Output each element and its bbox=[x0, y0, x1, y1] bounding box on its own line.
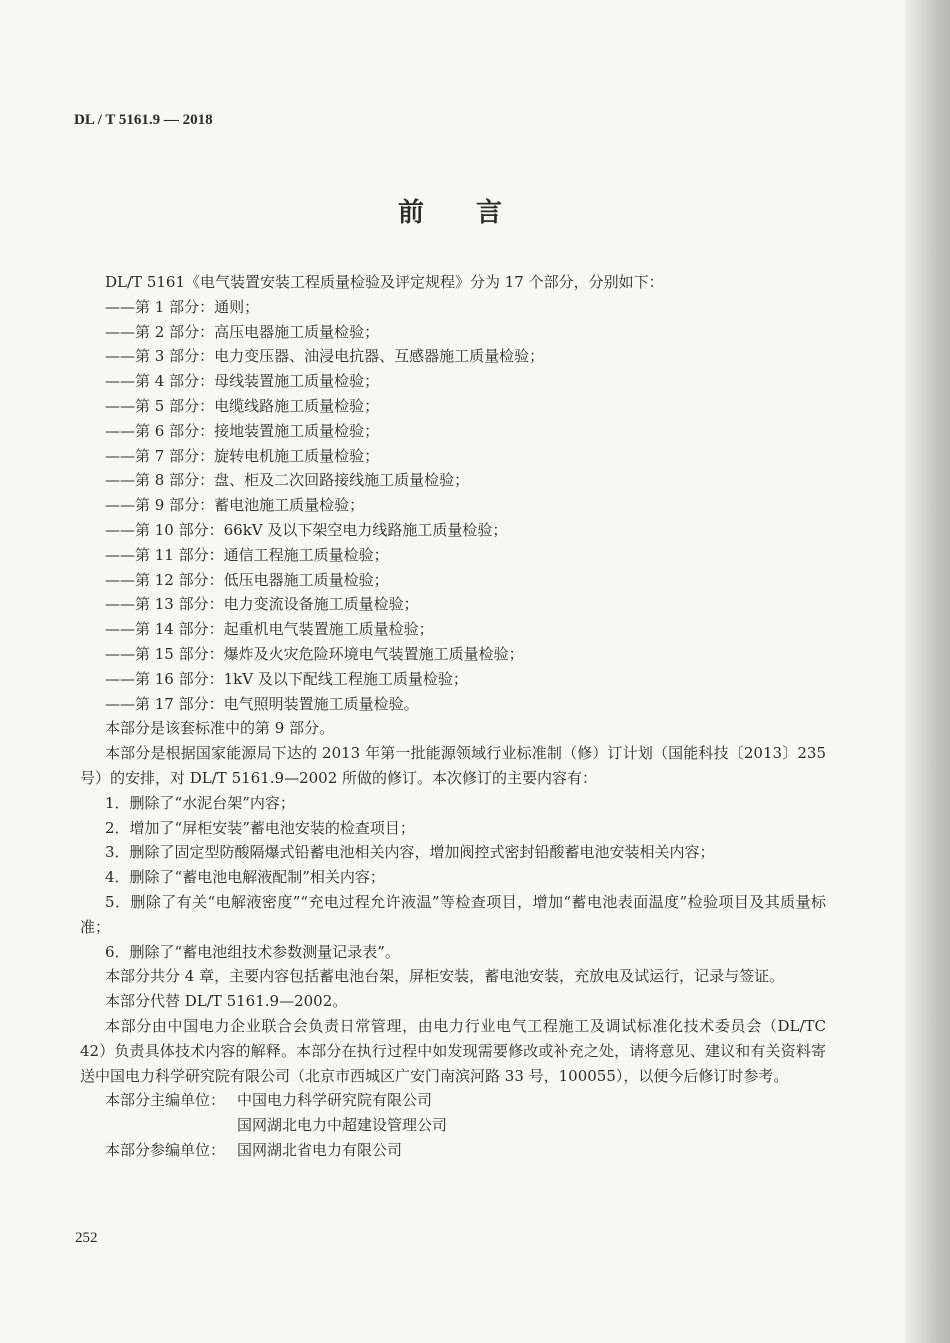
list-item: ——第 16 部分：1kV 及以下配线工程施工质量检验； bbox=[105, 669, 468, 688]
list-item: ——第 2 部分：高压电器施工质量检验； bbox=[105, 322, 380, 341]
list-item: ——第 7 部分：旋转电机施工质量检验； bbox=[105, 446, 380, 465]
revision-item: 3．删除了固定型防酸隔爆式铅蓄电池相关内容，增加阀控式密封铅酸蓄电池安装相关内容； bbox=[105, 843, 715, 862]
participating-name: 国网湖北省电力有限公司 bbox=[237, 1140, 403, 1159]
paragraph: 本部分代替 DL/T 5161.9—2002。 bbox=[105, 992, 348, 1011]
paragraph: 本部分是根据国家能源局下达的 2013 年第一批能源领域行业标准制（修）订计划（国能科技〔2013〕235 号）的安排，对 DL/T 5161.9—2002 所做的修订。本次修订的主要内容有： bbox=[80, 744, 826, 787]
revision-item: 1．删除了“水泥台架”内容； bbox=[105, 793, 295, 812]
paragraph: 本部分是该套标准中的第 9 部分。 bbox=[105, 719, 335, 738]
list-item: ——第 17 部分：电气照明装置施工质量检验。 bbox=[105, 694, 419, 713]
list-item: ——第 1 部分：通则； bbox=[105, 297, 260, 316]
list-item: ——第 9 部分：蓄电池施工质量检验； bbox=[105, 496, 365, 515]
scan-edge-shadow bbox=[905, 0, 950, 1343]
chief-editor-unit bbox=[80, 1088, 826, 1113]
parts-list bbox=[80, 295, 826, 717]
revision-item: 5．删除了有关“电解液密度”“充电过程允许液温”等检查项目，增加“蓄电池表面温度”检验项目及其质量标准； bbox=[80, 892, 826, 936]
participating-label: 本部分参编单位： bbox=[105, 1140, 226, 1159]
list-item: ——第 11 部分：通信工程施工质量检验； bbox=[105, 545, 389, 564]
list-item: ——第 8 部分：盘、柜及二次回路接线施工质量检验； bbox=[105, 471, 470, 490]
paragraph: 本部分由中国电力企业联合会负责日常管理，由电力行业电气工程施工及调试标准化技术委员会（DL/TC 42）负责具体技术内容的解释。本部分在执行过程中如发现需要修改或补充之处，请将意见、建议和有关资料寄送中国电力科学研究院有限公司（北京市西城区广安门南滨河路 33 号，100055），以便今后修订时参考。 bbox=[80, 1016, 826, 1085]
standard-code-header: DL / T 5161.9 — 2018 bbox=[74, 112, 213, 128]
document-body bbox=[80, 270, 826, 1163]
intro-paragraph: DL/T 5161《电气装置安装工程质量检验及评定规程》分为 17 个部分，分别如下： bbox=[105, 273, 664, 291]
chief-editor-unit: 国网湖北电力中超建设管理公司 bbox=[237, 1116, 448, 1135]
revision-item: 2．增加了“屏柜安装”蓄电池安装的检查项目； bbox=[105, 818, 415, 837]
revision-item: 6．删除了“蓄电池组技术参数测量记录表”。 bbox=[105, 942, 400, 961]
list-item: ——第 10 部分：66kV 及以下架空电力线路施工质量检验； bbox=[105, 520, 508, 539]
chief-editor-name: 中国电力科学研究院有限公司 bbox=[237, 1091, 433, 1110]
revision-item: 4．删除了“蓄电池电解液配制”相关内容； bbox=[105, 868, 385, 887]
list-item: ——第 14 部分：起重机电气装置施工质量检验； bbox=[105, 620, 434, 639]
page-number: 252 bbox=[75, 1230, 98, 1246]
list-item: ——第 5 部分：电缆线路施工质量检验； bbox=[105, 396, 380, 415]
list-item: ——第 3 部分：电力变压器、油浸电抗器、互感器施工质量检验； bbox=[105, 347, 545, 366]
page-title: 前言 bbox=[397, 198, 554, 228]
list-item: ——第 15 部分：爆炸及火灾危险环境电气装置施工质量检验； bbox=[105, 644, 524, 663]
list-item: ——第 12 部分：低压电器施工质量检验； bbox=[105, 570, 389, 589]
list-item: ——第 13 部分：电力变流设备施工质量检验； bbox=[105, 595, 419, 614]
list-item: ——第 4 部分：母线装置施工质量检验； bbox=[105, 372, 380, 391]
chief-editor-label: 本部分主编单位： bbox=[105, 1091, 226, 1110]
participating-unit bbox=[80, 1138, 826, 1163]
list-item: ——第 6 部分：接地装置施工质量检验； bbox=[105, 421, 380, 440]
paragraph: 本部分共分 4 章，主要内容包括蓄电池台架，屏柜安装，蓄电池安装，充放电及试运行，记录与签证。 bbox=[105, 967, 785, 986]
